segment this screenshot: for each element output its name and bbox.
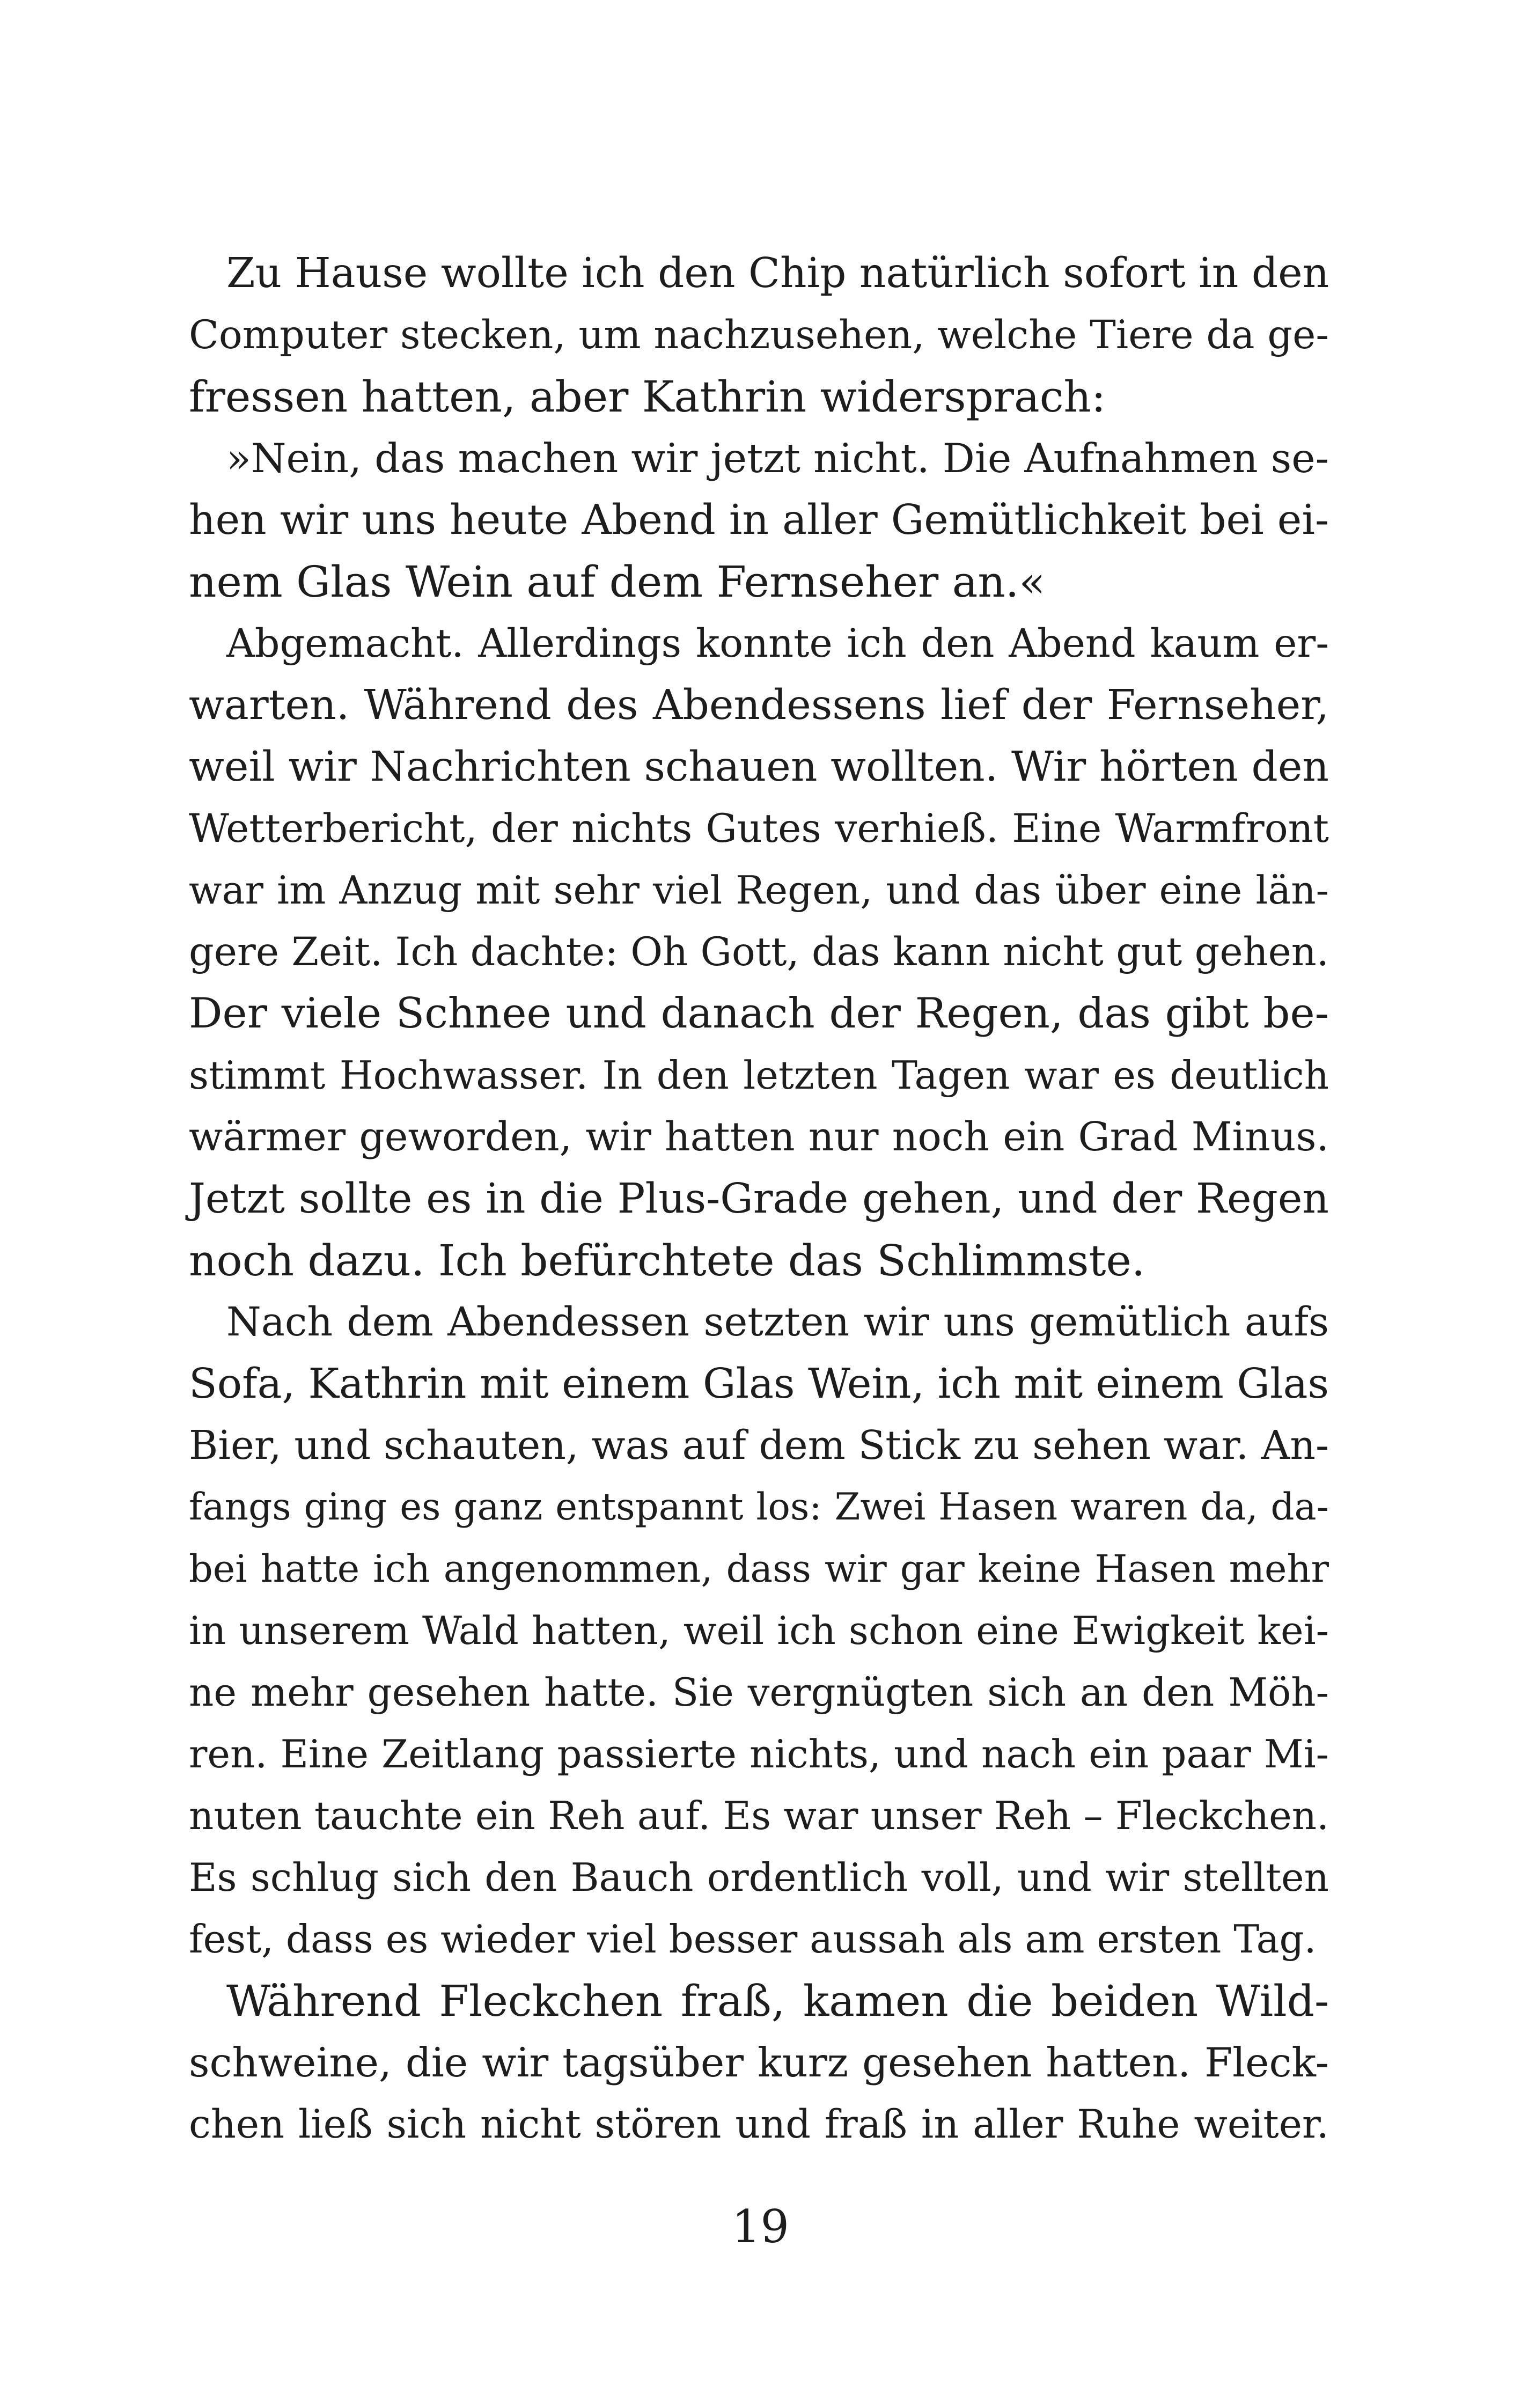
text-line: ren. Eine Zeitlang passierte nichts, und nach ein paar Mi- (189, 1731, 1329, 1776)
text-line: chen ließ sich nicht stören und fraß in aller Ruhe weiter. (189, 2102, 1329, 2147)
text-line: Während Fleckchen fraß, kamen die beiden Wild- (226, 1976, 1329, 2026)
text-line: ne mehr gesehen hatte. Sie vergnügten sich an den Möh- (189, 1670, 1329, 1715)
text-line: Der viele Schnee und danach der Regen, das gibt be- (189, 989, 1329, 1038)
text-line: warten. Während des Abendessens lief der Fernseher, (189, 681, 1329, 729)
text-line: war im Anzug mit sehr viel Regen, und das über eine län- (189, 868, 1329, 913)
text-line: nem Glas Wein auf dem Fernseher an.« (189, 557, 1046, 607)
page-number: 19 (732, 2200, 789, 2253)
text-line: fressen hatten, aber Kathrin widersprach: (189, 372, 1106, 422)
text-line: Bier, und schauten, was auf dem Stick zu sehen war. An- (189, 1422, 1329, 1469)
text-line: Wetterbericht, der nichts Gutes verhieß. Eine Warmfront (189, 806, 1329, 851)
text-line: Sofa, Kathrin mit einem Glas Wein, ich mit einem Glas (189, 1360, 1329, 1408)
text-line: »Nein, das machen wir jetzt nicht. Die Aufnahmen se- (226, 435, 1329, 482)
body-text (189, 243, 1329, 2155)
text-line: stimmt Hochwasser. In den letzten Tagen war es deutlich (189, 1053, 1329, 1098)
text-line: Nach dem Abendessen setzten wir uns gemütlich aufs (226, 1299, 1329, 1345)
text-line: gere Zeit. Ich dachte: Oh Gott, das kann nicht gut gehen. (189, 929, 1329, 975)
text-line: bei hatte ich angenommen, dass wir gar keine Hasen mehr (189, 1547, 1329, 1591)
text-line: Es schlug sich den Bauch ordentlich voll, und wir stellten (189, 1855, 1329, 1900)
text-line: weil wir Nachrichten schauen wollten. Wir hörten den (189, 743, 1329, 791)
text-line: Zu Hause wollte ich den Chip natürlich sofort in den (226, 249, 1329, 297)
text-line: fangs ging es ganz entspannt los: Zwei Hasen waren da, da- (189, 1486, 1329, 1529)
text-line: fest, dass es wieder viel besser aussah als am ersten Tag. (189, 1917, 1317, 1962)
text-line: Computer stecken, um nachzusehen, welche Tiere da ge- (189, 312, 1329, 358)
text-line: wärmer geworden, wir hatten nur noch ein Grad Minus. (189, 1114, 1329, 1160)
text-line: nuten tauchte ein Reh auf. Es war unser Reh – Fleckchen. (189, 1793, 1329, 1838)
text-line: Abgemacht. Allerdings konnte ich den Abend kaum er- (226, 621, 1329, 666)
text-line: noch dazu. Ich befürchtete das Schlimmste. (189, 1236, 1145, 1286)
text-line: schweine, die wir tagsüber kurz gesehen hatten. Fleck- (189, 2039, 1329, 2086)
text-line: in unserem Wald hatten, weil ich schon eine Ewigkeit kei- (189, 1608, 1329, 1653)
text-line: hen wir uns heute Abend in aller Gemütlichkeit bei ei- (189, 496, 1329, 544)
text-line: Jetzt sollte es in die Plus-Grade gehen, und der Regen (189, 1175, 1329, 1223)
